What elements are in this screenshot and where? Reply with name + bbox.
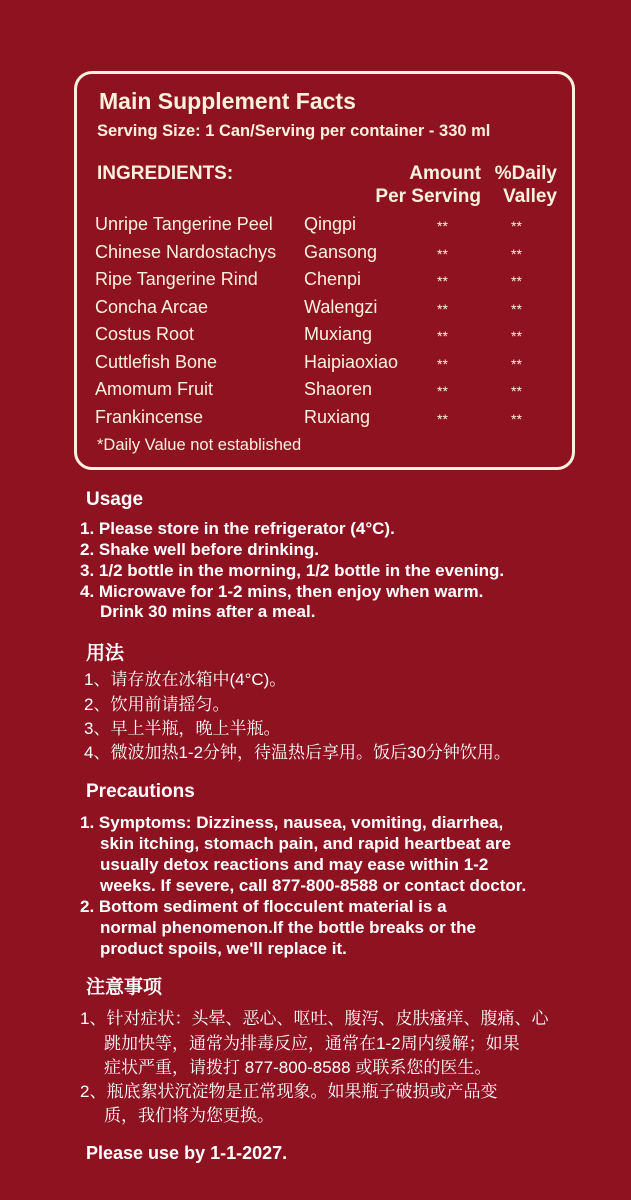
usage-zh-line: 1、请存放在冰箱中(4°C)。	[84, 670, 287, 689]
ingredient-name: Concha Arcae	[95, 296, 209, 317]
usage-line: 3. 1/2 bottle in the morning, 1/2 bottle in the evening.	[80, 561, 505, 580]
serving-size: Serving Size: 1 Can/Serving per container - 330 ml	[97, 122, 491, 140]
ingredient-amount: **	[437, 273, 448, 289]
ingredient-pinyin: Chenpi	[304, 269, 362, 289]
daily-value-note: *Daily Value not established	[97, 436, 302, 454]
ingredient-pinyin: Muxiang	[304, 324, 373, 344]
ingredient-row	[95, 242, 555, 268]
usage-zh-line: 4、微波加热1-2分钟，待温热后享用。饭后30分钟饮用。	[84, 743, 511, 762]
ingredient-name: Costus Root	[95, 324, 195, 344]
precautions-line: product spoils, we'll replace it.	[100, 939, 347, 958]
ingredient-row	[95, 379, 555, 405]
ingredient-name: Frankincense	[95, 406, 204, 427]
precautions-line: weeks. If severe, call 877-800-8588 or contact doctor.	[100, 876, 527, 895]
ingredient-pinyin: Qingpi	[304, 214, 357, 234]
ingredient-name: Ripe Tangerine Rind	[95, 269, 258, 289]
ingredient-daily-value: **	[511, 245, 522, 262]
ingredient-name: Unripe Tangerine Peel	[95, 214, 273, 234]
precautions-zh-line: 质，我们将为您更换。	[104, 1106, 274, 1125]
precautions-line: 2. Bottom sediment of flocculent material is a	[80, 897, 447, 916]
amount-header-line2: Per Serving	[375, 186, 481, 207]
ingredient-daily-value: **	[511, 410, 522, 427]
ingredient-pinyin: Gansong	[304, 241, 378, 262]
ingredient-amount: **	[437, 218, 448, 234]
use-by-date: Please use by 1-1-2027.	[86, 1143, 288, 1163]
precautions-line: normal phenomenon.If the bottle breaks or the	[100, 918, 476, 937]
ingredient-daily-value: **	[511, 273, 522, 289]
ingredient-row	[95, 324, 555, 350]
daily-value-header	[477, 162, 557, 208]
ingredient-daily-value: **	[511, 328, 522, 344]
ingredient-name: Amomum Fruit	[95, 379, 214, 399]
ingredient-amount: **	[437, 245, 448, 262]
ingredient-name: Cuttlefish Bone	[95, 351, 218, 372]
daily-value-header-line1: %Daily	[494, 163, 557, 184]
facts-title: Main Supplement Facts	[99, 88, 356, 114]
precautions-title: Precautions	[86, 781, 195, 802]
ingredient-daily-value: **	[511, 300, 522, 317]
ingredient-amount: **	[437, 300, 448, 317]
precautions-zh-line: 1、针对症状：头晕、恶心、呕吐、腹泻、皮肤瘙痒、腹痛、心	[80, 1009, 549, 1028]
supplement-facts-panel	[74, 71, 575, 470]
precautions-line: 1. Symptoms: Dizziness, nausea, vomiting, diarrhea,	[80, 813, 504, 832]
usage-line: 1. Please store in the refrigerator (4°C).	[80, 519, 395, 538]
precautions-zh-line: 跳加快等，通常为排毒反应，通常在1-2周内缓解；如果	[104, 1034, 520, 1053]
amount-header	[363, 162, 481, 208]
ingredient-pinyin: Shaoren	[304, 379, 373, 399]
usage-line: Drink 30 mins after a meal.	[100, 602, 316, 621]
ingredient-daily-value: **	[511, 383, 522, 399]
ingredient-amount: **	[437, 383, 448, 399]
usage-zh-line: 3、早上半瓶，晚上半瓶。	[84, 719, 281, 738]
ingredient-pinyin: Haipiaoxiao	[304, 351, 399, 372]
precautions-line: skin itching, stomach pain, and rapid heartbeat are	[100, 834, 511, 853]
precautions-line: usually detox reactions and may ease within 1-2	[100, 855, 489, 874]
ingredient-amount: **	[437, 328, 448, 344]
ingredient-amount: **	[437, 410, 448, 427]
ingredient-daily-value: **	[511, 355, 522, 372]
ingredient-name: Chinese Nardostachys	[95, 241, 277, 262]
ingredient-pinyin: Walengzi	[304, 296, 378, 317]
precautions-zh-line: 2、瓶底絮状沉淀物是正常现象。如果瓶子破损或产品变	[80, 1082, 498, 1101]
precautions-zh-title: 注意事项	[86, 977, 163, 998]
ingredient-row	[95, 352, 555, 378]
ingredients-header: INGREDIENTS:	[97, 163, 234, 184]
usage-line: 2. Shake well before drinking.	[80, 540, 320, 559]
usage-zh-line: 2、饮用前请摇匀。	[84, 695, 230, 714]
amount-header-line1: Amount	[409, 163, 481, 184]
precautions-zh-line: 症状严重，请拨打 877-800-8588 或联系您的医生。	[104, 1058, 492, 1077]
usage-title: Usage	[86, 489, 144, 510]
daily-value-header-line2: Valley	[503, 186, 557, 207]
ingredient-row	[95, 297, 555, 323]
ingredient-row	[95, 407, 555, 433]
ingredient-daily-value: **	[511, 218, 522, 234]
ingredient-amount: **	[437, 355, 448, 372]
ingredient-pinyin: Ruxiang	[304, 406, 371, 427]
ingredient-row	[95, 214, 555, 240]
usage-zh-title: 用法	[86, 643, 125, 664]
ingredient-row	[95, 269, 555, 295]
usage-line: 4. Microwave for 1-2 mins, then enjoy when warm.	[80, 582, 484, 601]
